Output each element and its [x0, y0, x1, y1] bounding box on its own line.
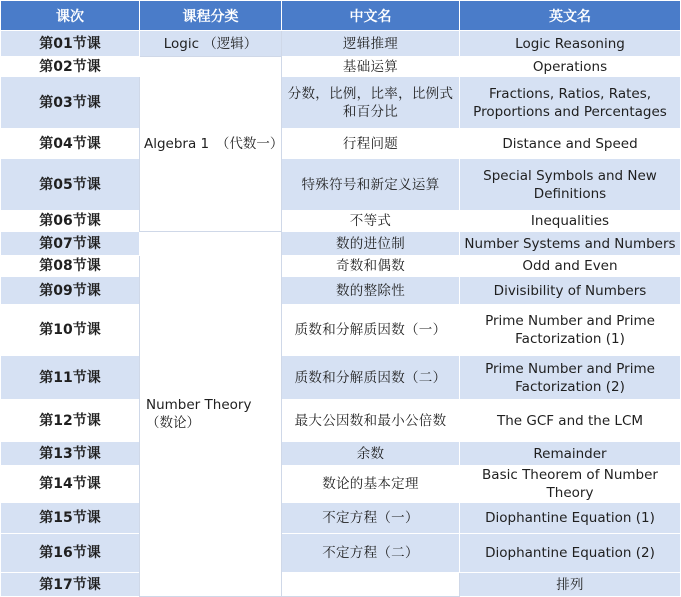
table-row [1, 305, 681, 356]
lesson-cell: 第07节课 [1, 232, 140, 256]
lesson-cell: 第04节课 [1, 129, 140, 159]
lesson-cell: 第12节课 [1, 400, 140, 442]
table-row [1, 211, 681, 232]
category-cell-number-theory: Number Theory （数论） [140, 232, 282, 597]
english-name-cell: Diophantine Equation (2) [460, 534, 681, 573]
header-lesson: 课次 [1, 1, 140, 31]
chinese-name-cell: 逻辑推理 [282, 31, 460, 57]
table-row [1, 256, 681, 277]
english-name-cell: Special Symbols and New Definitions [460, 159, 681, 211]
chinese-name-cell: 余数 [282, 442, 460, 466]
lesson-cell: 第09节课 [1, 277, 140, 305]
lesson-cell: 第17节课 [1, 573, 140, 597]
lesson-cell: 第06节课 [1, 211, 140, 232]
category-cell-empty [282, 573, 460, 597]
lesson-cell: 第11节课 [1, 356, 140, 400]
english-name-cell: Operations [460, 57, 681, 77]
english-name-cell: Fractions, Ratios, Rates, Proportions and Percentages [460, 77, 681, 129]
chinese-name-cell: 不定方程（一） [282, 503, 460, 534]
table-row [1, 573, 681, 597]
table-row [1, 277, 681, 305]
lesson-cell: 第16节课 [1, 534, 140, 573]
chinese-name-cell: 数的进位制 [282, 232, 460, 256]
table-row [1, 466, 681, 503]
english-name-cell: The GCF and the LCM [460, 400, 681, 442]
english-name-cell: Distance and Speed [460, 129, 681, 159]
table-row [1, 534, 681, 573]
chinese-name-cell: 特殊符号和新定义运算 [282, 159, 460, 211]
lesson-cell: 第14节课 [1, 466, 140, 503]
english-name-cell: Inequalities [460, 211, 681, 232]
english-name-cell: Logic Reasoning [460, 31, 681, 57]
chinese-name-cell: 排列 [460, 573, 681, 597]
english-name-cell: Prime Number and Prime Factorization (2) [460, 356, 681, 400]
table-row [1, 159, 681, 211]
lesson-cell: 第03节课 [1, 77, 140, 129]
table-row [1, 442, 681, 466]
lesson-cell: 第15节课 [1, 503, 140, 534]
lesson-cell: 第01节课 [1, 31, 140, 57]
chinese-name-cell: 不等式 [282, 211, 460, 232]
table-row [1, 503, 681, 534]
table-row [1, 129, 681, 159]
lesson-cell: 第08节课 [1, 256, 140, 277]
english-name-cell: Remainder [460, 442, 681, 466]
lesson-cell: 第02节课 [1, 57, 140, 77]
chinese-name-cell: 不定方程（二） [282, 534, 460, 573]
category-cell-algebra: Algebra 1 （代数一） [140, 57, 282, 232]
header-chinese-name: 中文名 [282, 1, 460, 31]
header-english-name: 英文名 [460, 1, 681, 31]
lesson-cell: 第13节课 [1, 442, 140, 466]
english-name-cell: Number Systems and Numbers [460, 232, 681, 256]
table-row [1, 400, 681, 442]
chinese-name-cell: 分数，比例，比率，比例式和百分比 [282, 77, 460, 129]
header-category: 课程分类 [140, 1, 282, 31]
english-name-cell: Odd and Even [460, 256, 681, 277]
chinese-name-cell: 行程问题 [282, 129, 460, 159]
english-name-cell: Prime Number and Prime Factorization (1) [460, 305, 681, 356]
english-name-cell: Basic Theorem of Number Theory [460, 466, 681, 503]
chinese-name-cell: 数论的基本定理 [282, 466, 460, 503]
chinese-name-cell: 质数和分解质因数（二） [282, 356, 460, 400]
category-cell-logic: Logic （逻辑） [140, 31, 282, 57]
table-row [1, 31, 681, 57]
lesson-cell: 第05节课 [1, 159, 140, 211]
chinese-name-cell: 质数和分解质因数（一） [282, 305, 460, 356]
chinese-name-cell: 奇数和偶数 [282, 256, 460, 277]
header-row [1, 1, 681, 31]
lesson-cell: 第10节课 [1, 305, 140, 356]
english-name-cell: Divisibility of Numbers [460, 277, 681, 305]
chinese-name-cell: 基础运算 [282, 57, 460, 77]
table-row [1, 77, 681, 129]
chinese-name-cell: 数的整除性 [282, 277, 460, 305]
table-row [1, 356, 681, 400]
table-row [1, 57, 681, 77]
chinese-name-cell: 最大公因数和最小公倍数 [282, 400, 460, 442]
table-row [1, 232, 681, 256]
english-name-cell: Diophantine Equation (1) [460, 503, 681, 534]
